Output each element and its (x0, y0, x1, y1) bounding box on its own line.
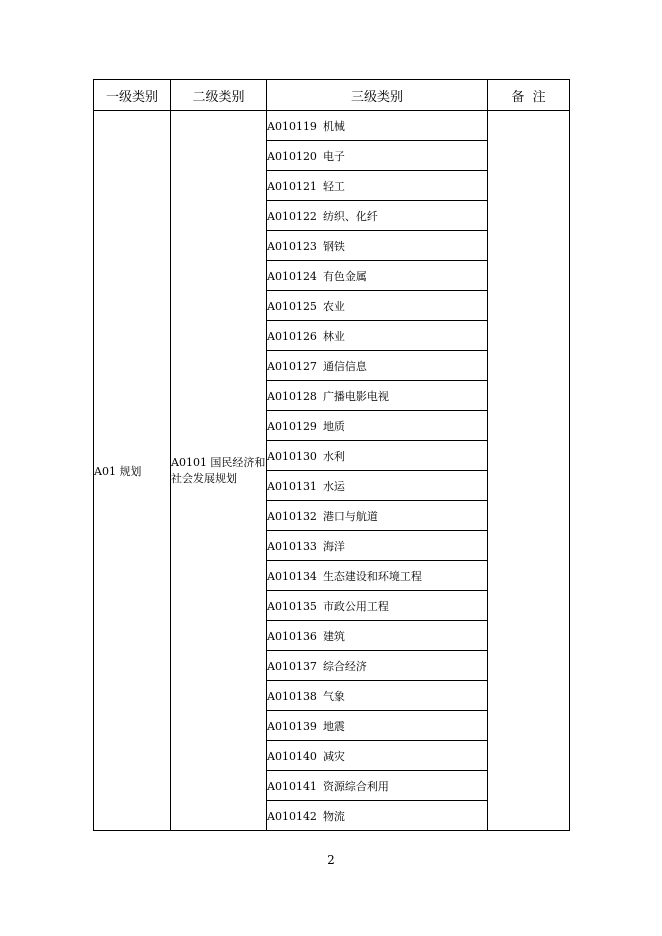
header-level3: 三级类别 (267, 80, 488, 111)
category-code: A010128 (267, 389, 317, 403)
category-code: A010138 (267, 689, 317, 703)
category-name: 轻工 (322, 179, 345, 193)
category-name: 通信信息 (322, 359, 367, 373)
category-code: A010120 (267, 149, 317, 163)
level3-category-cell (267, 351, 488, 381)
header-row (94, 80, 570, 111)
level3-category-cell (267, 321, 488, 351)
category-code: A010130 (267, 449, 317, 463)
level3-category-cell (267, 711, 488, 741)
level3-category-cell (267, 561, 488, 591)
category-code: A010123 (267, 239, 317, 253)
category-table (93, 79, 570, 831)
category-name: 气象 (322, 689, 345, 703)
level1-category-cell: A01 规划 (94, 111, 171, 831)
category-name: 物流 (322, 809, 345, 823)
category-name: 生态建设和环境工程 (322, 569, 422, 583)
category-code: A010125 (267, 299, 317, 313)
level3-category-cell (267, 501, 488, 531)
level3-category-cell (267, 171, 488, 201)
remark-cell (488, 111, 570, 831)
level3-category-cell (267, 621, 488, 651)
table-body (94, 111, 570, 831)
category-name: 水运 (322, 479, 345, 493)
category-code: A010134 (267, 569, 317, 583)
category-name: 港口与航道 (322, 509, 378, 523)
category-code: A010133 (267, 539, 317, 553)
category-name: 地震 (322, 719, 345, 733)
category-name: 资源综合利用 (322, 779, 389, 793)
level3-category-cell (267, 201, 488, 231)
category-name: 林业 (322, 329, 345, 343)
category-name: 建筑 (322, 629, 345, 643)
category-name: 电子 (322, 149, 345, 163)
level3-category-cell (267, 441, 488, 471)
category-name: 农业 (322, 299, 345, 313)
category-code: A010127 (267, 359, 317, 373)
table-row (94, 111, 570, 141)
category-code: A010121 (267, 179, 317, 193)
category-code: A010139 (267, 719, 317, 733)
category-name: 地质 (322, 419, 345, 433)
category-name: 广播电影电视 (322, 389, 389, 403)
level3-category-cell (267, 771, 488, 801)
page-number: 2 (327, 853, 335, 867)
category-name: 机械 (322, 119, 345, 133)
category-code: A010142 (267, 809, 317, 823)
header-level2: 二级类别 (171, 80, 267, 111)
category-name: 钢铁 (322, 239, 345, 253)
level3-category-cell (267, 531, 488, 561)
header-remark: 备 注 (488, 80, 570, 111)
category-code: A010131 (267, 479, 317, 493)
category-name: 水利 (322, 449, 345, 463)
category-name: 减灾 (322, 749, 345, 763)
category-code: A010129 (267, 419, 317, 433)
category-code: A010124 (267, 269, 317, 283)
category-code: A010136 (267, 629, 317, 643)
level3-category-cell (267, 141, 488, 171)
category-name: 综合经济 (322, 659, 367, 673)
level3-category-cell (267, 591, 488, 621)
header-level1: 一级类别 (94, 80, 171, 111)
level3-category-cell (267, 801, 488, 831)
level3-category-cell (267, 471, 488, 501)
category-name: 有色金属 (322, 269, 367, 283)
level3-category-cell (267, 111, 488, 141)
category-code: A010126 (267, 329, 317, 343)
level3-category-cell (267, 291, 488, 321)
level3-category-cell (267, 381, 488, 411)
category-code: A010132 (267, 509, 317, 523)
category-code: A010141 (267, 779, 317, 793)
category-name: 市政公用工程 (322, 599, 389, 613)
category-name: 海洋 (322, 539, 345, 553)
level3-category-cell (267, 651, 488, 681)
level3-category-cell (267, 741, 488, 771)
category-code: A010119 (267, 119, 317, 133)
category-code: A010122 (267, 209, 317, 223)
level3-category-cell (267, 411, 488, 441)
level3-category-cell (267, 681, 488, 711)
level2-category-cell: A0101 国民经济和社会发展规划 (171, 111, 267, 831)
level3-category-cell (267, 231, 488, 261)
category-code: A010135 (267, 599, 317, 613)
category-name: 纺织、化纤 (322, 209, 378, 223)
category-code: A010140 (267, 749, 317, 763)
category-code: A010137 (267, 659, 317, 673)
level3-category-cell (267, 261, 488, 291)
